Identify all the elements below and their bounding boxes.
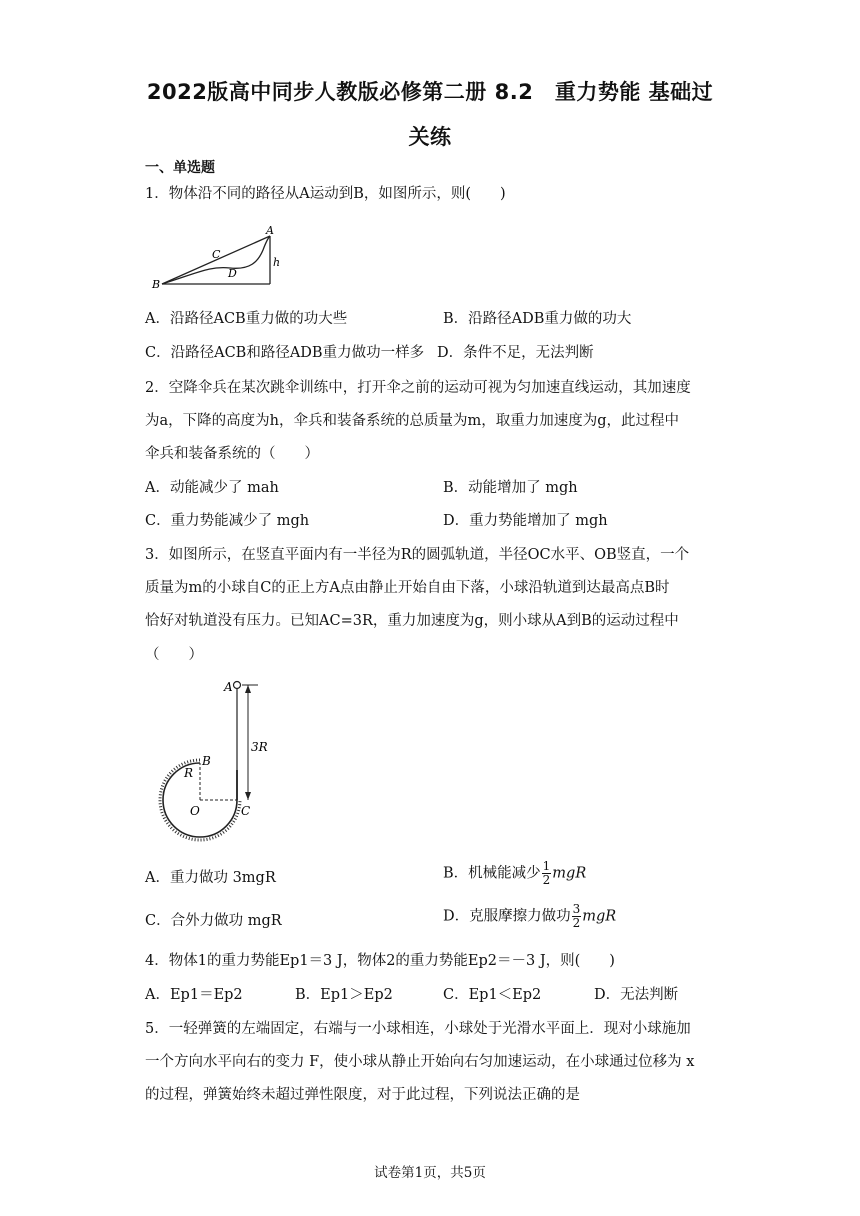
q1-label-d: D [228,267,237,280]
q3-option-d[interactable] [443,903,616,930]
q3-line4: （ ） [145,647,203,663]
q3-option-a[interactable]: A．重力做功 3mgR [145,870,276,886]
q4-option-a[interactable]: A．Ep1＝Ep2 [145,987,243,1003]
q3-label-3r: 3R [251,740,268,754]
q5-line3: 的过程，弹簧始终未超过弹性限度，对于此过程，下列说法正确的是 [145,1087,580,1103]
q3-option-b[interactable] [443,860,586,887]
page-footer: 试卷第1页，共5页 [374,1165,486,1181]
q1-label-b: B [152,278,161,291]
q4-option-b[interactable]: B．Ep1＞Ep2 [295,987,393,1003]
document-title-line1: 2022版高中同步人教版必修第二册 8.2 重力势能 基础过 [146,80,714,104]
q1-stem: 1．物体沿不同的路径从A运动到B，如图所示，则( ) [145,186,506,202]
q4-option-d[interactable]: D．无法判断 [594,987,679,1003]
q3-option-b-fraction [542,860,552,887]
q3-option-d-numerator: 3 [572,902,581,916]
q3-option-d-fraction [572,903,582,930]
q3-label-c: C [241,804,251,818]
q3-line2: 质量为m的小球自C的正上方A点由静止开始自由下落，小球沿轨道到达最高点B时 [145,580,670,596]
q3-option-d-suffix: mgR [582,908,617,925]
q3-figure [140,675,280,850]
q3-option-b-denominator: 2 [542,873,551,887]
q3-label-b: B [202,754,211,768]
q3-line1: 3．如图所示，在竖直平面内有一半径为R的圆弧轨道，半径OC水平、OB竖直，一个 [145,547,690,563]
q3-option-c[interactable]: C．合外力做功 mgR [145,913,282,929]
q4-stem: 4．物体1的重力势能Ep1＝3 J，物体2的重力势能Ep2＝－3 J，则( ) [145,953,615,969]
q5-line1: 5．一轻弹簧的左端固定，右端与一小球相连，小球处于光滑水平面上．现对小球施加 [145,1021,691,1037]
q2-line3: 伞兵和装备系统的（ ） [145,446,319,462]
document-title-line2: 关练 [408,125,452,149]
q2-line1: 2．空降伞兵在某次跳伞训练中，打开伞之前的运动可视为匀加速直线运动，其加速度 [145,380,691,396]
q3-option-d-denominator: 2 [572,916,581,930]
q1-label-h: h [273,256,281,269]
q3-label-o: O [190,804,200,818]
q5-line2: 一个方向水平向右的变力 F，使小球从静止开始向右匀加速运动，在小球通过位移为 x [145,1054,695,1070]
q3-label-r: R [184,766,194,780]
q1-option-d[interactable]: D．条件不足，无法判断 [437,345,594,361]
q2-option-c[interactable]: C．重力势能减少了 mgh [145,513,310,529]
q3-option-d-prefix: D．克服摩擦力做功 [443,908,571,925]
q1-option-b[interactable]: B．沿路径ADB重力做的功大 [443,311,632,327]
q4-option-c[interactable]: C．Ep1＜Ep2 [443,987,542,1003]
q3-label-a: A [224,680,233,694]
q1-option-c[interactable]: C．沿路径ACB和路径ADB重力做功一样多 [145,345,425,361]
q2-option-a[interactable]: A．动能减少了 mah [145,480,279,496]
q2-line2: 为a，下降的高度为h，伞兵和装备系统的总质量为m，取重力加速度为g，此过程中 [145,413,680,429]
q2-option-d[interactable]: D．重力势能增加了 mgh [443,513,608,529]
q3-option-b-prefix: B．机械能减少 [443,865,541,882]
q3-option-b-suffix: mgR [552,865,587,882]
q1-figure [150,222,290,294]
q3-option-b-numerator: 1 [542,859,551,873]
q3-line3: 恰好对轨道没有压力。已知AC=3R，重力加速度为g，则小球从A到B的运动过程中 [145,613,679,629]
q1-option-a[interactable]: A．沿路径ACB重力做的功大些 [145,311,348,327]
q1-label-c: C [212,248,221,261]
q1-label-a: A [266,224,274,237]
section-heading: 一、单选题 [145,160,215,176]
q2-option-b[interactable]: B．动能增加了 mgh [443,480,578,496]
